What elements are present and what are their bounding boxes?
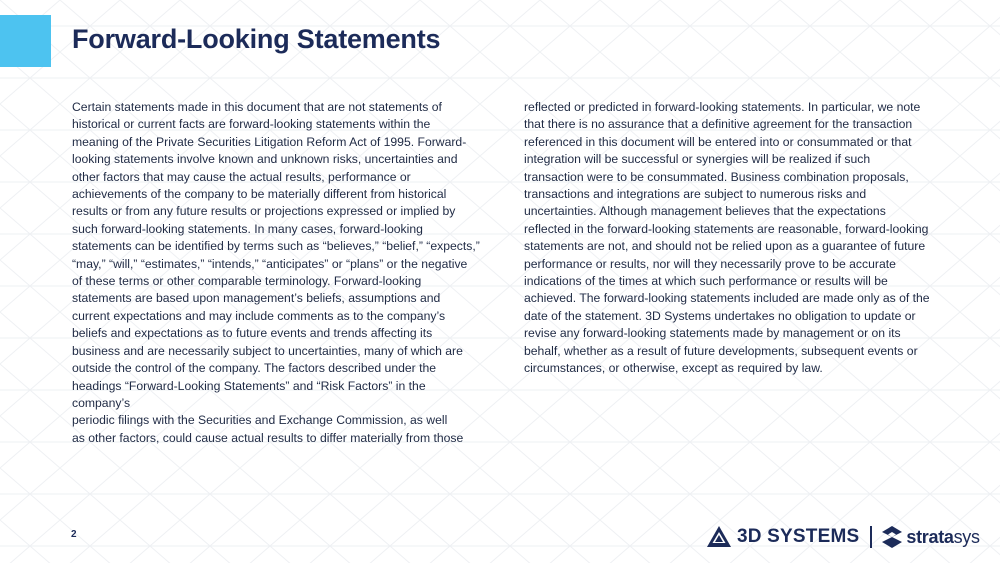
logo-divider — [870, 526, 872, 548]
body-text-right-column: reflected or predicted in forward-looking statements. In particular, we note that there is no assurance that a definitive agreement for the transaction referenced in this document will be entered into or consummated or that integration will be successful or synergies will be realized if such transaction were to be consummated. Business combination proposals, transactions and integrations are subject to numerous risks and uncertainties. Although management believes that the expectations reflected in the forward-looking statements are reasonable, forward-looking statements are not, and should not be relied upon as a guarantee of future performance or results, nor will they necessarily prove to be accurate indications of the times at which such performance or results will be achieved. The forward-looking statements included are made only as of the date of the statement. 3D Systems undertakes no obligation to update or revise any forward-looking statements made by management or on its behalf, whether as a result of future developments, subsequent events or circumstances, or otherwise, except as required by law. — [524, 100, 930, 376]
stratasys-mark-icon — [882, 526, 902, 548]
page-number: 2 — [71, 529, 77, 540]
stratasys-wordmark-light: sys — [953, 526, 980, 547]
3d-systems-wordmark: 3D SYSTEMS — [737, 526, 860, 547]
3d-systems-mark-icon — [706, 525, 732, 549]
page-title: Forward-Looking Statements — [72, 24, 441, 54]
stratasys-wordmark-bold: strata — [906, 526, 954, 547]
3d-systems-logo — [706, 525, 859, 549]
title-accent-bar — [0, 15, 51, 67]
stratasys-logo — [882, 526, 979, 548]
footer-logos — [706, 523, 980, 551]
stratasys-wordmark — [906, 527, 979, 548]
body-text-left-column: Certain statements made in this document that are not statements of historical or current facts are forward-looking statements within the meaning of the Private Securities Litigation Reform Act of 1995. Forward- looking statements involve known and unknown risks, uncertainties and other factors that may cause the actual results, performance or achievements of the company to be materially different from historical results or from any future results or projections expressed or implied by such forward-looking statements. In many cases, forward-looking statements can be identified by terms such as “believes,” “belief,” “expects,” “may,” “will,” “estimates,” “intends,” “anticipates” or “plans” or the negative of these terms or other comparable terminology. Forward-looking statements are based upon management’s beliefs, assumptions and current expectations and may include comments as to the company’s beliefs and expectations as to future events and trends affecting its business and are necessarily subject to uncertainties, many of which are outside the control of the company. The factors described under the headings “Forward-Looking Statements” and “Risk Factors” in the company’s periodic filings with the Securities and Exchange Commission, as well as other factors, could cause actual results to differ materially from those — [72, 100, 480, 445]
